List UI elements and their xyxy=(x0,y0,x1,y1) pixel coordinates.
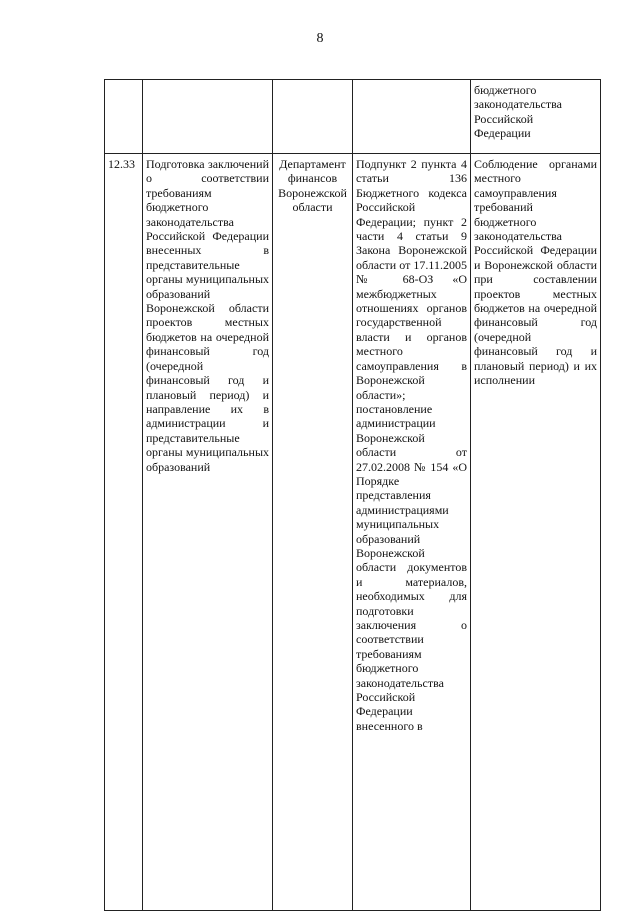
table-row-continuation xyxy=(105,80,601,154)
control-events-table xyxy=(104,79,601,911)
cell-number-empty xyxy=(105,80,143,154)
cell-event-description: Подготовка заключений о соответствии требованиям бюджетного законодательства Российской Федерации внесенных в представительные органы муниципальных образований Воронежской области проектов местных бюджетов на очередной финансовый год (очередной финансовый год и плановый период) и направление их в администрации и представительные органы муниципальных образований xyxy=(143,154,273,911)
cell-subject-continuation: бюджетного законодательства Российской Федерации xyxy=(471,80,601,154)
page-number: 8 xyxy=(316,31,324,46)
cell-control-subject: Соблюдение органами местного самоуправления требований бюджетного законодательства Российской Федерации и Воронежской области при составлении проектов местных бюджетов на очередной финансовый год (очередной финансовый год и плановый период) и их исполнении xyxy=(471,154,601,911)
cell-basis-empty xyxy=(353,80,471,154)
cell-legal-basis: Подпункт 2 пункта 4 статьи 136 Бюджетного кодекса Российской Федерации; пункт 2 части 4 статьи 9 Закона Воронежской области от 17.11.2005 № 68-ОЗ «О межбюджетных отношениях органов государственной власти и органов местного самоуправления в Воронежской области»; постановление администрации Воронежской области от 27.02.2008 № 154 «О Порядке представления администрациями муниципальных образований Воронежской области документов и материалов, необходимых для подготовки заключения о соответствии требованиям бюджетного законодательства Российской Федерации внесенного в xyxy=(353,154,471,911)
cell-responsible-empty xyxy=(273,80,353,154)
cell-event-empty xyxy=(143,80,273,154)
cell-responsible: Департамент финансов Воронежской области xyxy=(273,154,353,911)
table-row-12-33 xyxy=(105,154,601,911)
cell-item-number: 12.33 xyxy=(105,154,143,911)
